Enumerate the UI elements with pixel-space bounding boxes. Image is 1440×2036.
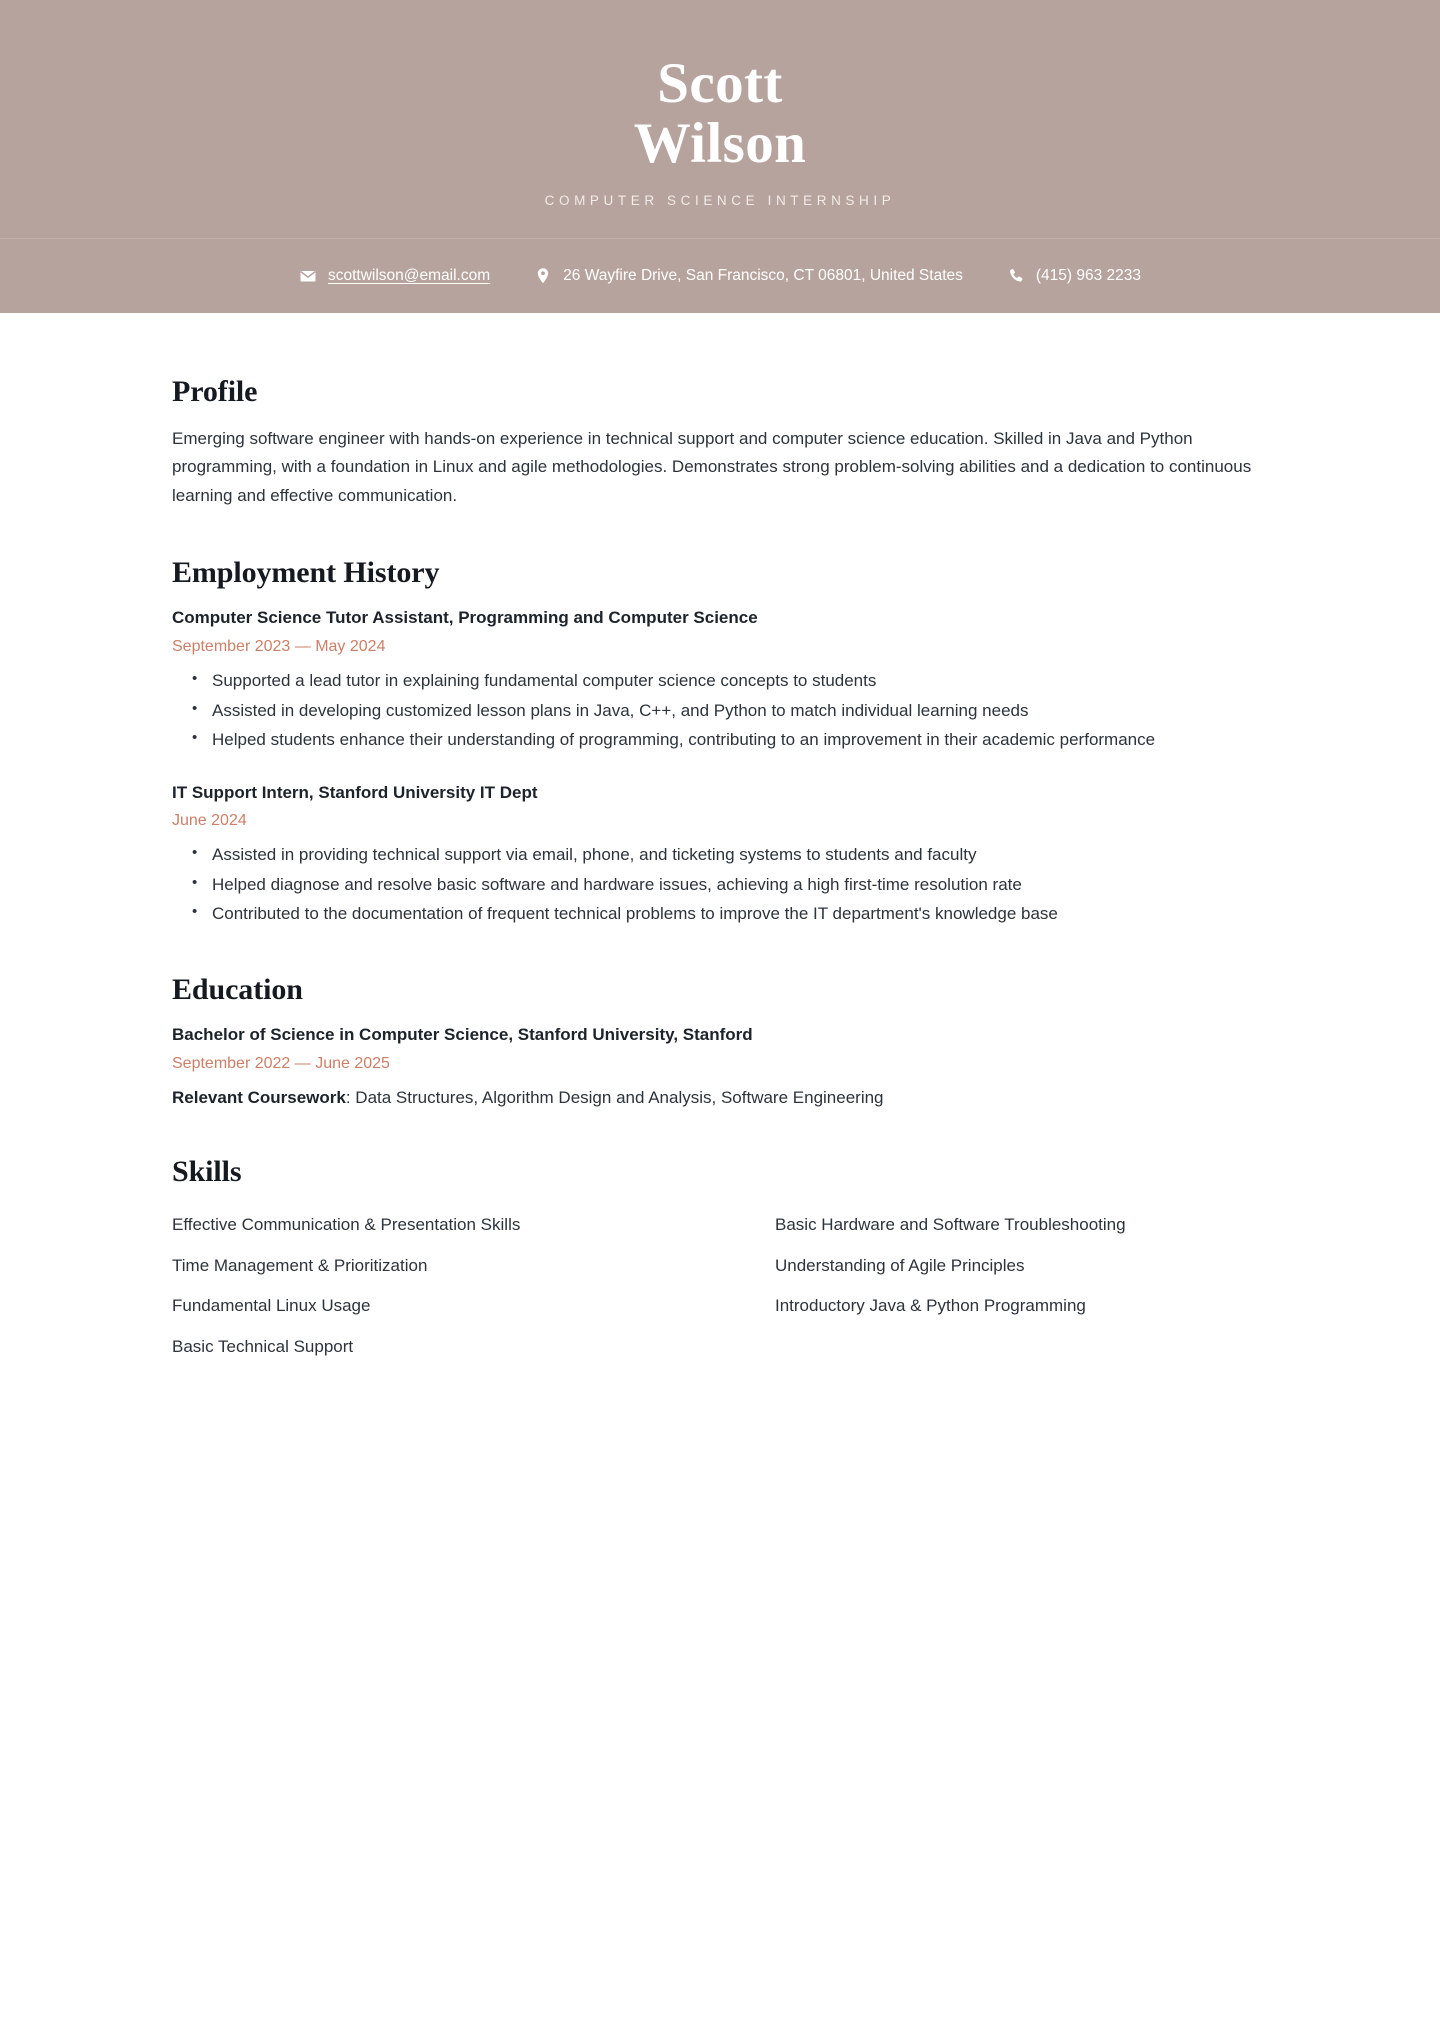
last-name: Wilson [633,112,807,176]
skills-column-left [172,1205,665,1367]
resume-header [0,0,1440,238]
job-bullet-list [172,841,1268,929]
job-title: IT Support Intern, Stanford University IT Dept [172,782,538,802]
contact-bar [0,238,1440,313]
skill-item: Understanding of Agile Principles [775,1255,1025,1275]
job-bullet: • Assisted in providing technical support via email, phone, and ticketing systems to students and faculty [172,841,1268,870]
employment-entry [172,781,1268,929]
employment-entry [172,606,1268,754]
skill-item: Fundamental Linux Usage [172,1296,371,1316]
email-link[interactable]: scottwilson@email.com [327,266,491,284]
coursework-label: Relevant Coursework [172,1087,346,1107]
skill-item: Basic Technical Support [172,1336,354,1356]
job-bullet: • Helped students enhance their understanding of programming, contributing to an improvement in their academic performance [172,726,1268,755]
coursework-text: : Data Structures, Algorithm Design and Analysis, Software Engineering [345,1087,884,1107]
address-text: 26 Wayfire Drive, San Francisco, CT 06801, United States [563,266,963,284]
contact-phone [985,267,1163,285]
skill-item: Effective Communication & Presentation Skills [172,1215,521,1235]
section-profile [172,375,1268,511]
location-pin-icon [534,267,552,285]
degree-dates: September 2022 — June 2025 [172,1054,390,1072]
contact-address [512,267,985,285]
job-bullet: • Supported a lead tutor in explaining fundamental computer science concepts to students [172,667,1268,696]
envelope-icon [299,267,317,285]
job-bullet-list [172,667,1268,755]
first-name: Scott [657,52,783,115]
skill-item: Basic Hardware and Software Troubleshooting [775,1215,1126,1235]
section-education [172,973,1268,1111]
job-dates: September 2023 — May 2024 [172,638,386,656]
education-entry [172,1023,1268,1111]
skill-item: Introductory Java & Python Programming [775,1296,1086,1316]
job-title: Computer Science Tutor Assistant, Programming and Computer Science [172,608,758,628]
skill-item: Time Management & Prioritization [172,1255,428,1275]
skills-heading: Skills [172,1155,242,1189]
job-bullet: • Helped diagnose and resolve basic software and hardware issues, achieving a high first-time resolution rate [172,871,1268,900]
job-dates: June 2024 [172,812,247,830]
resume-body [0,313,1440,1368]
section-skills [172,1155,1268,1367]
job-bullet: • Contributed to the documentation of frequent technical problems to improve the IT department's knowledge base [172,900,1268,929]
phone-text: (415) 963 2233 [1035,266,1142,284]
job-bullet: • Assisted in developing customized lesson plans in Java, C++, and Python to match individual learning needs [172,697,1268,726]
contact-email[interactable] [277,267,512,285]
relevant-coursework [172,1084,1268,1112]
job-title-subtitle: COMPUTER SCIENCE INTERNSHIP [544,192,896,208]
profile-heading: Profile [172,374,258,408]
skills-grid [172,1205,1268,1367]
phone-icon [1007,267,1025,285]
section-employment-history [172,556,1268,929]
skills-column-right [775,1205,1268,1367]
education-heading: Education [172,973,303,1007]
degree-title: Bachelor of Science in Computer Science, Stanford University, Stanford [172,1025,753,1045]
profile-text: Emerging software engineer with hands-on experience in technical support and computer science education. Skilled in Java and Python programming, with a foundation in Linux and agile methodologies. Demonstrates strong problem-solving abilities and a dedication to continuous learning and effective communication. [172,428,1252,505]
candidate-name [0,54,1440,175]
employment-heading: Employment History [172,556,440,590]
